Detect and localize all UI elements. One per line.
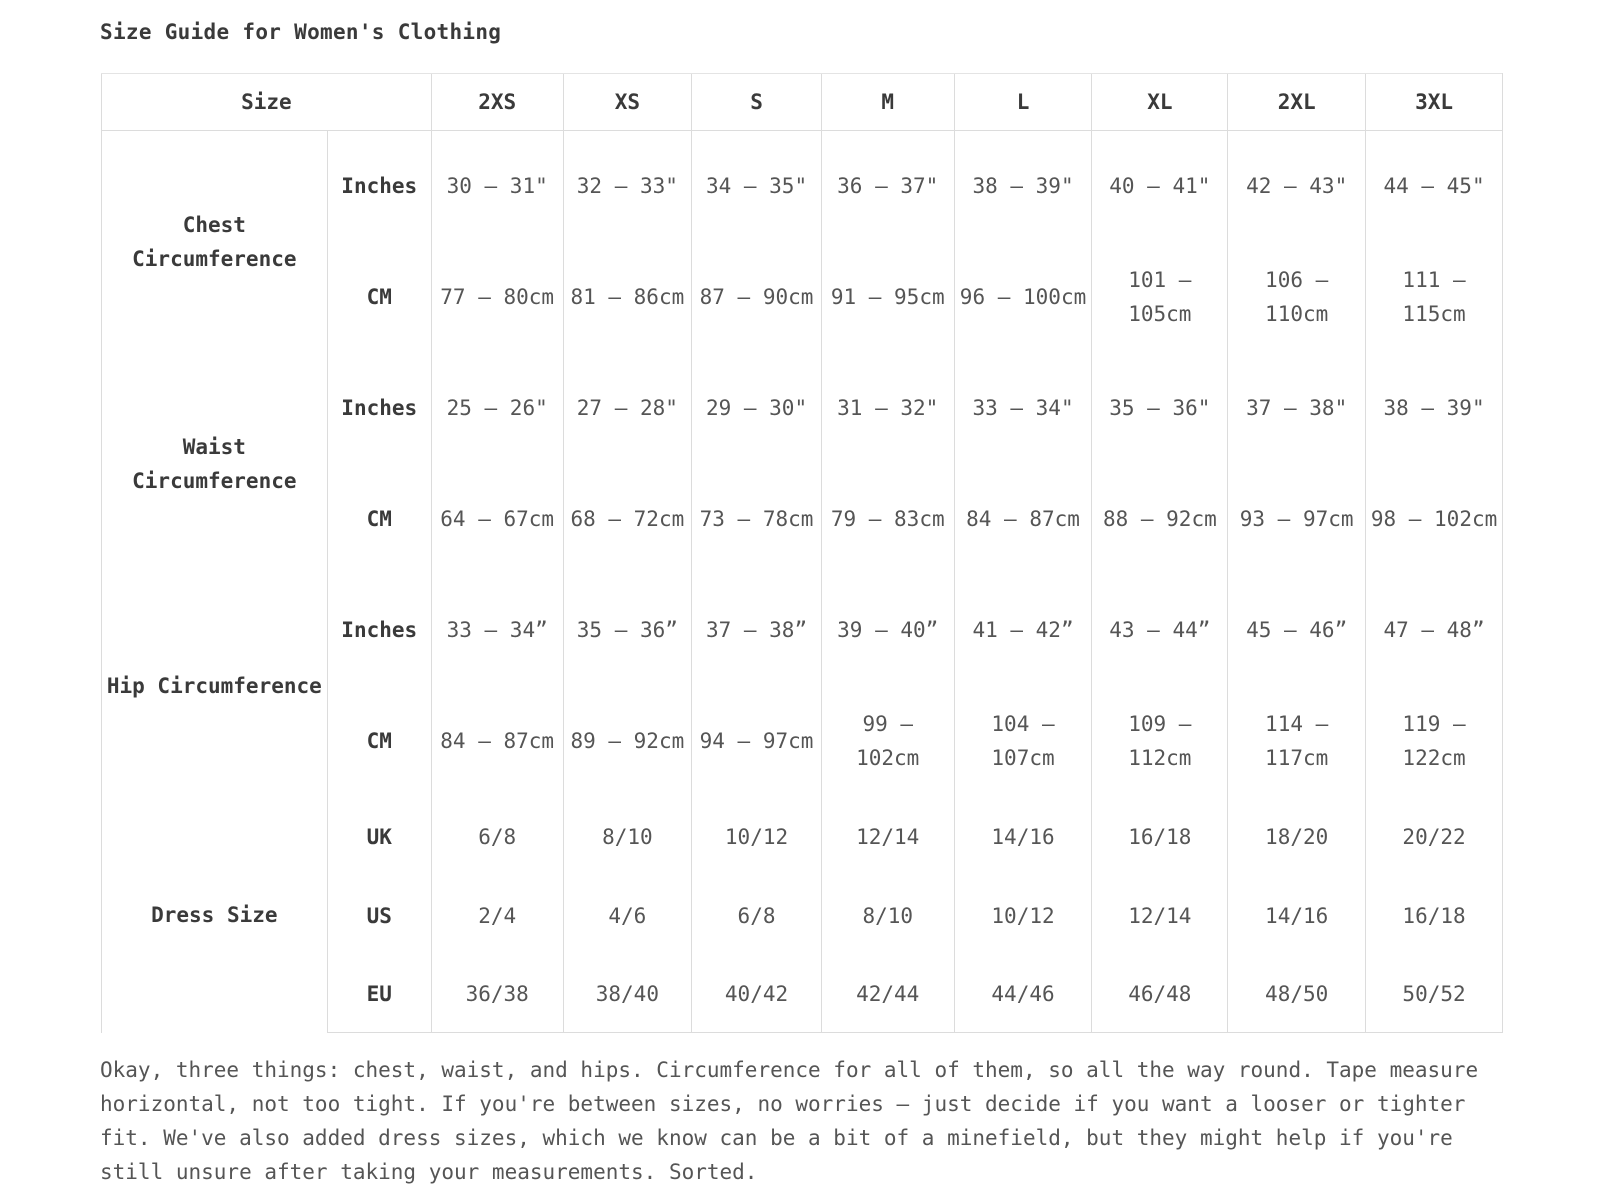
size-value-cell: 6/8 [692,876,822,955]
size-value-cell: 46/48 [1092,955,1228,1032]
unit-label: Inches [327,131,431,242]
size-value-cell: 37 – 38” [692,575,822,686]
measurement-note: Okay, three things: chest, waist, and hips. Circumference for all of them, so all the way round. Tape measure horizontal, not too tight. If you're between sizes, no worries – just decide if you want a looser or tighter fit. We've also added dress sizes, which we know can be a bit of a minefield, but they might help if you're still unsure after taking your measurements. Sorted. [100,1058,1479,1184]
size-value-cell: 20/22 [1366,797,1503,876]
size-value-cell: 16/18 [1092,797,1228,876]
size-value-cell: 33 – 34" [954,353,1092,464]
size-value-cell: 43 – 44” [1092,575,1228,686]
size-col-header: XL [1092,74,1228,131]
size-value-cell: 106 – 110cm [1228,242,1366,353]
size-value-cell: 39 – 40” [821,575,954,686]
size-value-cell: 91 – 95cm [821,242,954,353]
size-value-cell: 38/40 [563,955,692,1032]
size-value-cell: 44 – 45" [1366,131,1503,242]
size-value-cell: 114 – 117cm [1228,686,1366,797]
unit-label: CM [327,686,431,797]
size-value-cell: 111 – 115cm [1366,242,1503,353]
size-value-cell: 29 – 30" [692,353,822,464]
unit-label: Inches [327,353,431,464]
size-value-cell: 104 – 107cm [954,686,1092,797]
size-value-cell: 8/10 [563,797,692,876]
unit-label: Inches [327,575,431,686]
size-value-cell: 40 – 41" [1092,131,1228,242]
size-col-header: 2XS [431,74,563,131]
size-value-cell: 38 – 39" [954,131,1092,242]
measurement-group-label: Hip Circumference [102,575,328,797]
size-value-cell: 4/6 [563,876,692,955]
size-value-cell: 2/4 [431,876,563,955]
size-value-cell: 35 – 36” [563,575,692,686]
size-value-cell: 48/50 [1228,955,1366,1032]
size-value-cell: 87 – 90cm [692,242,822,353]
size-value-cell: 33 – 34” [431,575,563,686]
size-value-cell: 14/16 [1228,876,1366,955]
size-value-cell: 81 – 86cm [563,242,692,353]
size-value-cell: 42 – 43" [1228,131,1366,242]
size-value-cell: 12/14 [1092,876,1228,955]
size-value-cell: 84 – 87cm [431,686,563,797]
size-value-cell: 96 – 100cm [954,242,1092,353]
size-table-body [102,131,1503,1033]
measurement-group-label: Dress Size [102,797,328,1033]
size-value-cell: 31 – 32" [821,353,954,464]
size-col-header: L [954,74,1092,131]
size-value-cell: 99 – 102cm [821,686,954,797]
size-value-cell: 10/12 [692,797,822,876]
size-guide-table [101,73,1503,1033]
size-header-row [102,74,1503,131]
table-row [102,131,1503,242]
size-value-cell: 40/42 [692,955,822,1032]
table-row [102,797,1503,876]
size-value-cell: 98 – 102cm [1366,464,1503,575]
size-value-cell: 32 – 33" [563,131,692,242]
size-value-cell: 77 – 80cm [431,242,563,353]
size-value-cell: 88 – 92cm [1092,464,1228,575]
size-value-cell: 30 – 31" [431,131,563,242]
measurement-group-label: Waist Circumference [102,353,328,575]
size-value-cell: 14/16 [954,797,1092,876]
size-value-cell: 37 – 38" [1228,353,1366,464]
table-row [102,575,1503,686]
size-value-cell: 79 – 83cm [821,464,954,575]
size-value-cell: 84 – 87cm [954,464,1092,575]
size-value-cell: 12/14 [821,797,954,876]
unit-label: UK [327,797,431,876]
size-value-cell: 38 – 39" [1366,353,1503,464]
size-col-header: S [692,74,822,131]
size-value-cell: 50/52 [1366,955,1503,1032]
size-value-cell: 47 – 48” [1366,575,1503,686]
size-value-cell: 93 – 97cm [1228,464,1366,575]
size-value-cell: 42/44 [821,955,954,1032]
size-value-cell: 34 – 35" [692,131,822,242]
size-value-cell: 44/46 [954,955,1092,1032]
size-value-cell: 119 – 122cm [1366,686,1503,797]
size-value-cell: 109 – 112cm [1092,686,1228,797]
size-value-cell: 16/18 [1366,876,1503,955]
size-value-cell: 94 – 97cm [692,686,822,797]
size-value-cell: 25 – 26" [431,353,563,464]
size-col-header: XS [563,74,692,131]
unit-label: EU [327,955,431,1032]
size-value-cell: 6/8 [431,797,563,876]
size-value-cell: 68 – 72cm [563,464,692,575]
size-value-cell: 18/20 [1228,797,1366,876]
size-value-cell: 36 – 37" [821,131,954,242]
size-col-header: 2XL [1228,74,1366,131]
size-value-cell: 27 – 28" [563,353,692,464]
size-value-cell: 8/10 [821,876,954,955]
unit-label: US [327,876,431,955]
size-value-cell: 101 – 105cm [1092,242,1228,353]
page-title: Size Guide for Women's Clothing [100,20,502,44]
size-header-label: Size [102,74,432,131]
size-value-cell: 36/38 [431,955,563,1032]
size-value-cell: 41 – 42” [954,575,1092,686]
size-value-cell: 35 – 36" [1092,353,1228,464]
unit-label: CM [327,242,431,353]
measurement-group-label: Chest Circumference [102,131,328,353]
table-row [102,353,1503,464]
size-value-cell: 45 – 46” [1228,575,1366,686]
size-value-cell: 73 – 78cm [692,464,822,575]
size-col-header: M [821,74,954,131]
size-value-cell: 64 – 67cm [431,464,563,575]
size-value-cell: 10/12 [954,876,1092,955]
unit-label: CM [327,464,431,575]
size-value-cell: 89 – 92cm [563,686,692,797]
size-col-header: 3XL [1366,74,1503,131]
